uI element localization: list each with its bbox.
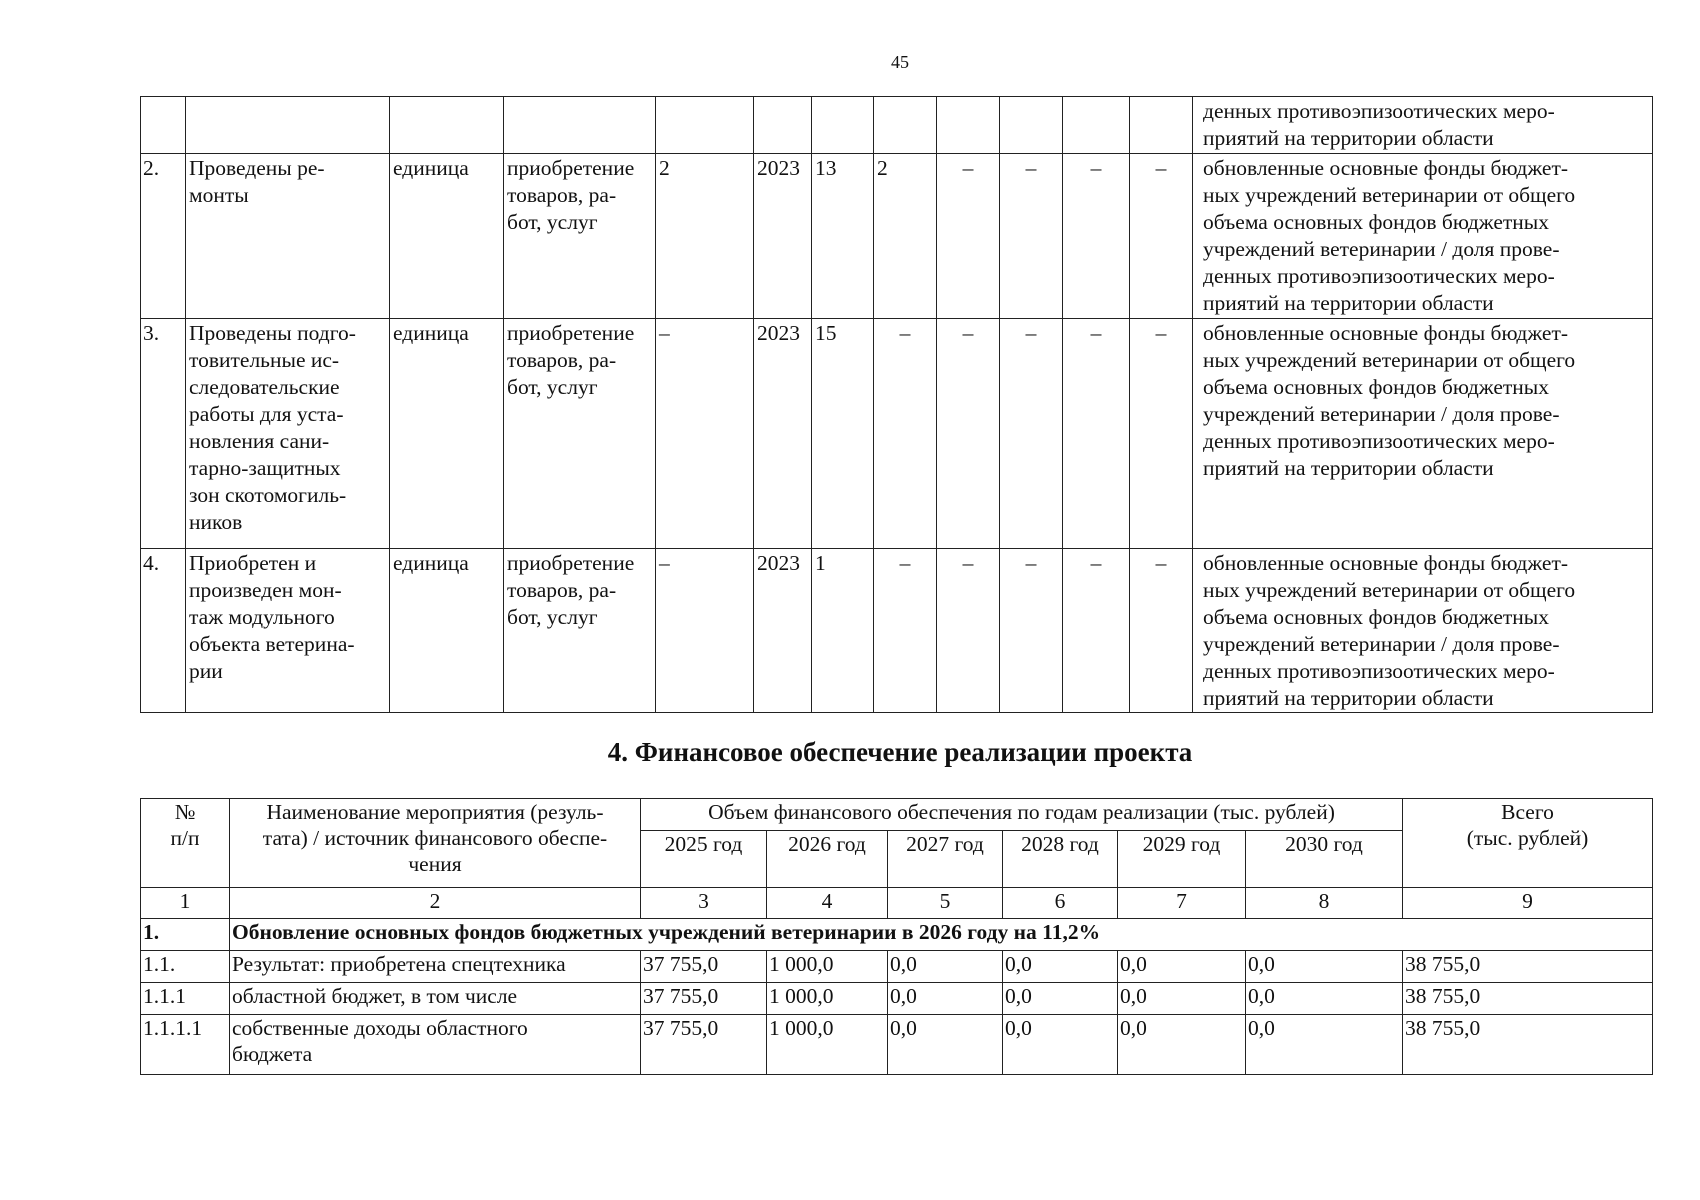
value-year-6: – [1130,154,1193,319]
column-number: 2 [230,888,641,919]
header-year: 2026 год [767,831,888,888]
row-name: собственные доходы областного бюджета [230,1015,641,1075]
value-year-5: – [1063,319,1130,549]
finance-table [140,798,1653,1075]
row-number: 1.1.1.1 [141,1015,230,1075]
section-row-title: Обновление основных фондов бюджетных учреждений ветеринарии в 2026 году на 11,2% [230,919,1653,951]
table-row [141,549,1653,713]
section-row [141,919,1653,951]
value-2029: 0,0 [1118,951,1246,983]
value-2026: 1 000,0 [767,983,888,1015]
base-value: 2 [656,154,754,319]
row-number: 1. [141,919,230,951]
header-year: 2028 год [1003,831,1118,888]
value-2026: 1 000,0 [767,951,888,983]
section-title: 4. Финансовое обеспечение реализации проекта [607,737,1193,767]
value-year-5: – [1063,154,1130,319]
table-row [141,1015,1653,1075]
column-number: 8 [1246,888,1403,919]
column-number: 6 [1003,888,1118,919]
value-year-3: – [937,549,1000,713]
table-row [141,154,1653,319]
value-year-3: – [937,154,1000,319]
value-total: 38 755,0 [1403,983,1653,1015]
value-2028: 0,0 [1003,951,1118,983]
value-year-4: – [1000,319,1063,549]
base-year: 2023 [754,549,812,713]
result-type: приобретение товаров, ра- бот, услуг [504,154,656,319]
result-name: Проведены ре- монты [186,154,390,319]
value-2030: 0,0 [1246,983,1403,1015]
result-description: обновленные основные фонды бюджет- ных учреждений ветеринарии от общего объема основных фондов бюджетных учреждений ветеринарии / доля прове- денных противоэпизоотических меро- приятий на территории области [1193,319,1653,549]
row-number: 2. [141,154,186,319]
value-2025: 37 755,0 [641,951,767,983]
base-year: 2023 [754,154,812,319]
base-value: – [656,319,754,549]
column-number: 9 [1403,888,1653,919]
base-value: – [656,549,754,713]
header-name: Наименование мероприятия (резуль- тата) / источник финансового обеспе- чения [230,799,641,888]
page-number: 45 [891,52,909,72]
value-total: 38 755,0 [1403,951,1653,983]
row-number: 3. [141,319,186,549]
result-unit: единица [390,319,504,549]
header-year: 2030 год [1246,831,1403,888]
column-number: 1 [141,888,230,919]
result-description: обновленные основные фонды бюджет- ных учреждений ветеринарии от общего объема основных фондов бюджетных учреждений ветеринарии / доля прове- денных противоэпизоотических меро- приятий на территории области [1193,154,1653,319]
continuation-row [141,97,1653,154]
result-name: Проведены подго- товительные ис- следовательские работы для уста- новления сани- тарно-защитных зон скотомогиль- ников [186,319,390,549]
value-year-6: – [1130,549,1193,713]
column-number: 5 [888,888,1003,919]
value-2029: 0,0 [1118,983,1246,1015]
value-year-2: – [874,319,937,549]
results-table [140,96,1653,713]
value-2027: 0,0 [888,951,1003,983]
row-number: 4. [141,549,186,713]
row-number: 1.1.1 [141,983,230,1015]
header-year: 2025 год [641,831,767,888]
value-2026: 1 000,0 [767,1015,888,1075]
row-name: областной бюджет, в том числе [230,983,641,1015]
value-2028: 0,0 [1003,983,1118,1015]
value-year-1: 13 [812,154,874,319]
header-year: 2029 год [1118,831,1246,888]
value-2028: 0,0 [1003,1015,1118,1075]
value-2030: 0,0 [1246,1015,1403,1075]
value-year-5: – [1063,549,1130,713]
value-year-3: – [937,319,1000,549]
value-total: 38 755,0 [1403,1015,1653,1075]
value-year-2: – [874,549,937,713]
column-number: 7 [1118,888,1246,919]
value-year-4: – [1000,154,1063,319]
result-name: Приобретен и произведен мон- таж модульного объекта ветерина- рии [186,549,390,713]
result-unit: единица [390,549,504,713]
result-type: приобретение товаров, ра- бот, услуг [504,319,656,549]
value-year-1: 15 [812,319,874,549]
value-year-2: 2 [874,154,937,319]
row-number: 1.1. [141,951,230,983]
value-2025: 37 755,0 [641,983,767,1015]
table-row [141,983,1653,1015]
header-number: № п/п [141,799,230,888]
header-year: 2027 год [888,831,1003,888]
value-2027: 0,0 [888,1015,1003,1075]
result-description: денных противоэпизоотических меро- приятий на территории области [1193,97,1653,154]
table-row [141,951,1653,983]
result-unit: единица [390,154,504,319]
value-year-4: – [1000,549,1063,713]
column-number: 3 [641,888,767,919]
value-2029: 0,0 [1118,1015,1246,1075]
row-name: Результат: приобретена спецтехника [230,951,641,983]
table-row [141,319,1653,549]
value-2027: 0,0 [888,983,1003,1015]
header-total: Всего (тыс. рублей) [1403,799,1653,888]
header-group: Объем финансового обеспечения по годам реализации (тыс. рублей) [641,799,1403,831]
base-year: 2023 [754,319,812,549]
value-year-6: – [1130,319,1193,549]
value-year-1: 1 [812,549,874,713]
value-2025: 37 755,0 [641,1015,767,1075]
value-2030: 0,0 [1246,951,1403,983]
column-number: 4 [767,888,888,919]
result-description: обновленные основные фонды бюджет- ных учреждений ветеринарии от общего объема основных фондов бюджетных учреждений ветеринарии / доля прове- денных противоэпизоотических меро- приятий на территории области [1193,549,1653,713]
header-row [141,799,1653,831]
result-type: приобретение товаров, ра- бот, услуг [504,549,656,713]
column-number-row [141,888,1653,919]
